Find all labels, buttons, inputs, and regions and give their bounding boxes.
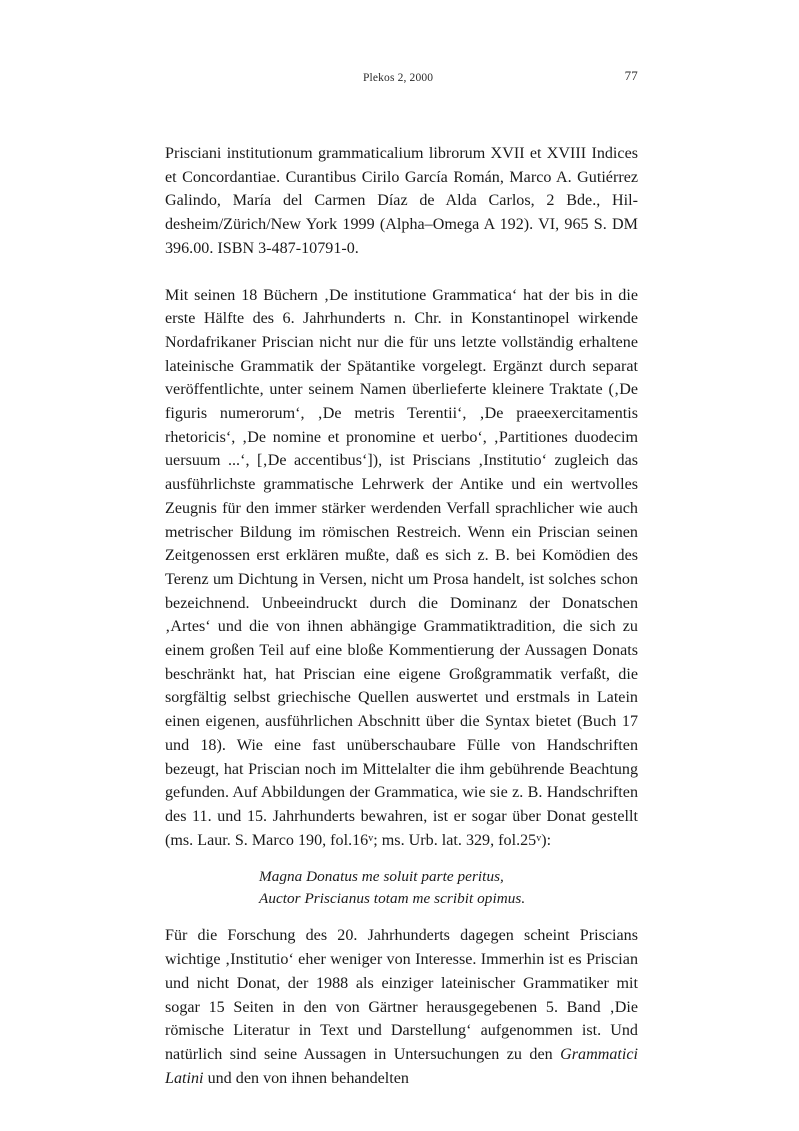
paragraph-2-text-part-1: Für die Forschung des 20. Jahrhunderts dagegen scheint Priscians wichtige ‚Institutio‘ eher weniger von Interesse. Immerhin ist es Priscian und nicht Donat, der 1988 als einziger lateinischer Grammatiker mit sogar 15 Seiten in den von Gärtner herausgegebenen 5. Band ‚Die römische Literatur in Text und Darstellung‘ aufgenommen ist. Und natürlich sind seine Aussagen in Untersuchungen zu den <box>165 927 638 1063</box>
running-head <box>165 68 638 92</box>
page-number: 77 <box>624 68 638 83</box>
folio-verso-marker-2: v <box>536 832 542 844</box>
running-head-journal: Plekos 2, 2000 <box>363 72 434 84</box>
folio-verso-marker-1: v <box>368 832 374 844</box>
paragraph-1-text-part-1: Mit seinen 18 Büchern ‚De institutione Grammatica‘ hat der bis in die erste Hälfte des 6. Jahrhunderts n. Chr. in Konstantinopel wirkende Nordafrikaner Priscian nicht nur die für uns letzte vollständig erhaltene lateinische Grammatik der Spätantike vorgelegt. Ergänzt durch separat veröffentlichte, unter seinem Namen überlieferte kleinere Traktate (‚De figuris numerorum‘, ‚De metris Terentii‘, ‚De praeexercitamentis rhetoricis‘, ‚De nomine et pronomine et uerbo‘, ‚Partitiones duodecim uersuum ...‘, [‚De accentibus‘]), ist Priscians ‚Institutio‘ zugleich das ausführlichste grammatische Lehrwerk der Antike und ein wertvolles Zeugnis für den immer stärker werdenden Verfall sprachlicher wie auch metrischer Bildung im römischen Restreich. Wenn ein Priscian seinen Zeitgenossen erst erklären mußte, daß es sich z. B. bei Komödien des Terenz um Dichtung in Versen, nicht um Prosa handelt, ist solches schon bezeichnend. Unbeeindruckt durch die Dominanz der Donatschen ‚Artes‘ und die von ihnen abhängige Grammatiktradition, die sich zu einem großen Teil auf eine bloße Kommentierung der Aussagen Donats beschränkt hat, hat Priscian eine eigene Großgrammatik verfaßt, die sorgfältig selbst griechische Quellen auswertet und erstmals in Latein einen eigenen, ausführlichen Abschnitt über die Syntax bietet (Buch 17 und 18). Wie eine fast unüberschaubare Fülle von Handschriften bezeugt, hat Priscian noch im Mittelalter die ihm gebührende Beachtung gefunden. Auf Abbildungen der Grammatica, wie sie z. B. Handschriften des 11. und 15. Jahrhunderts bewahren, ist er sogar über Donat gestellt (ms. Laur. S. Marco 190, fol.16 <box>165 286 638 849</box>
review-paragraph-1 <box>165 284 638 853</box>
review-paragraph-2 <box>165 924 638 1090</box>
verse-line-2: Auctor Priscianus totam me scribit opimus. <box>259 889 526 907</box>
paragraph-2-text-part-2: und den von ihnen behandelten <box>203 1069 409 1087</box>
latin-verse-quotation <box>165 866 638 909</box>
bibliographic-reference: Prisciani institutionum grammaticalium librorum XVII et XVIII Indices et Concordantiae. Curantibus Cirilo García Román, Marco A. Gutiérrez Galindo, María del Carmen Díaz de Alda Carlos, 2 Bde., Hildesheim/Zürich/New York 1999 (Alpha–Omega A 192). VI, 965 S. DM 396.00. ISBN 3-487-10791-0. <box>165 145 638 257</box>
paragraph-1-text-part-2: ; ms. Urb. lat. 329, fol.25 <box>373 831 537 849</box>
paragraph-1-text-part-3: ): <box>541 831 552 849</box>
verse-line-1: Magna Donatus me soluit parte peritus, <box>259 868 504 886</box>
text-column <box>165 142 638 1090</box>
work-title-grammatici-latini: Grammatici Latini <box>165 1045 638 1087</box>
